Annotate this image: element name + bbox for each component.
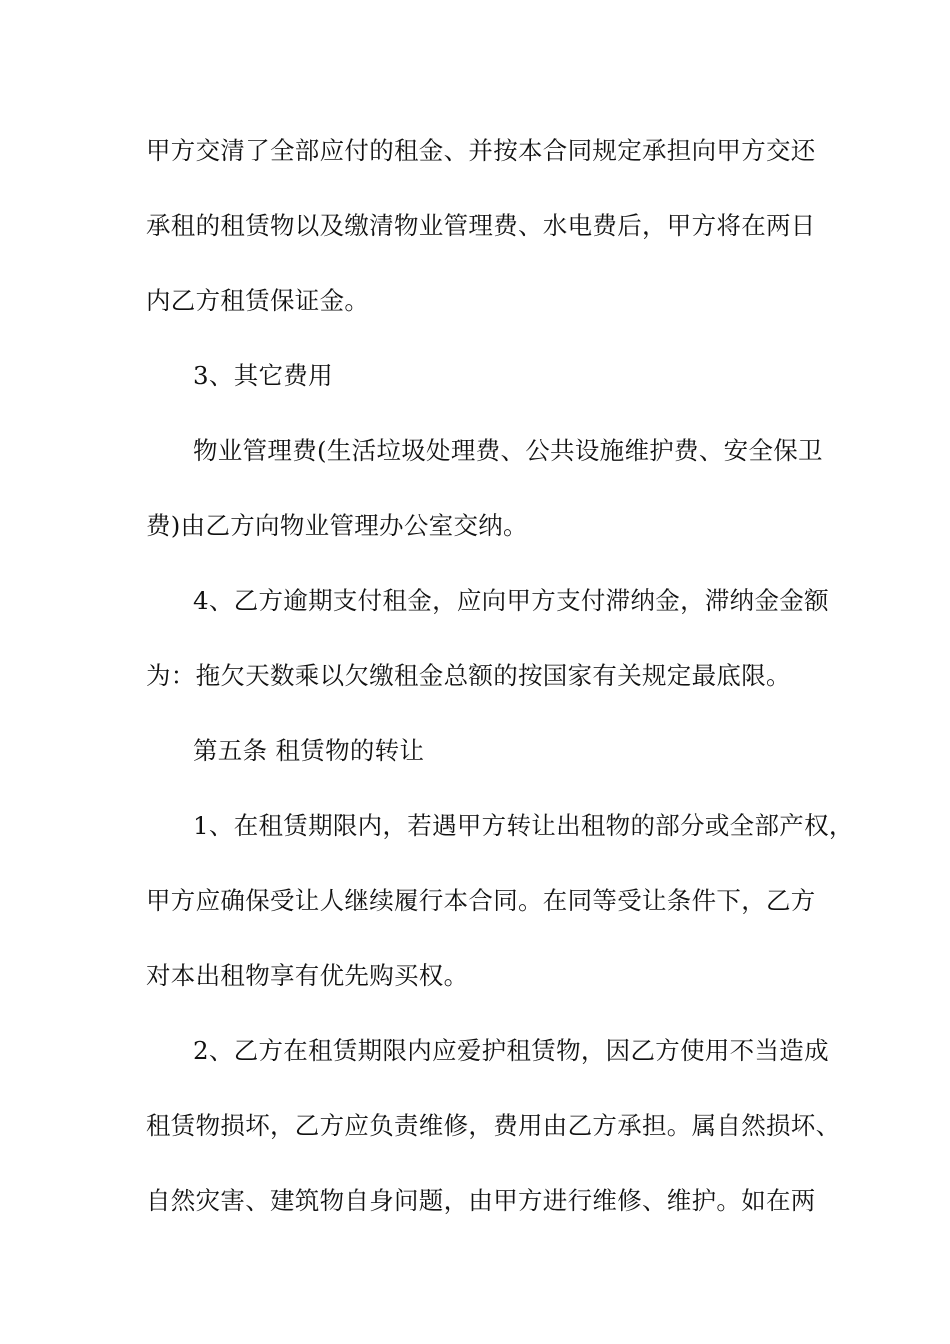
- section-heading: 3、其它费用: [193, 361, 333, 390]
- text-line: 1、在租赁期限内，若遇甲方转让出租物的部分或全部产权，: [193, 811, 854, 840]
- text-line: 承租的租赁物以及缴清物业管理费、水电费后，甲方将在两日: [146, 211, 816, 240]
- text-line: 甲方交清了全部应付的租金、并按本合同规定承担向甲方交还: [146, 136, 816, 165]
- text-line: 物业管理费(生活垃圾处理费、公共设施维护费、安全保卫: [193, 436, 823, 465]
- text-line: 内乙方租赁保证金。: [146, 286, 370, 315]
- text-line: 费)由乙方向物业管理办公室交纳。: [146, 511, 528, 540]
- text-line: 2、乙方在租赁期限内应爱护租赁物，因乙方使用不当造成: [193, 1036, 829, 1065]
- text-line: 对本出租物享有优先购买权。: [146, 961, 469, 990]
- text-line: 为：拖欠天数乘以欠缴租金总额的按国家有关规定最底限。: [146, 661, 791, 690]
- text-line: 4、乙方逾期支付租金，应向甲方支付滞纳金，滞纳金金额: [193, 586, 829, 615]
- text-line: 甲方应确保受让人继续履行本合同。在同等受让条件下，乙方: [146, 886, 816, 915]
- article-heading: 第五条 租赁物的转让: [193, 736, 425, 765]
- text-line: 租赁物损坏，乙方应负责维修，费用由乙方承担。属自然损坏、: [146, 1111, 841, 1140]
- text-line: 自然灾害、建筑物自身问题，由甲方进行维修、维护。如在两: [146, 1186, 816, 1215]
